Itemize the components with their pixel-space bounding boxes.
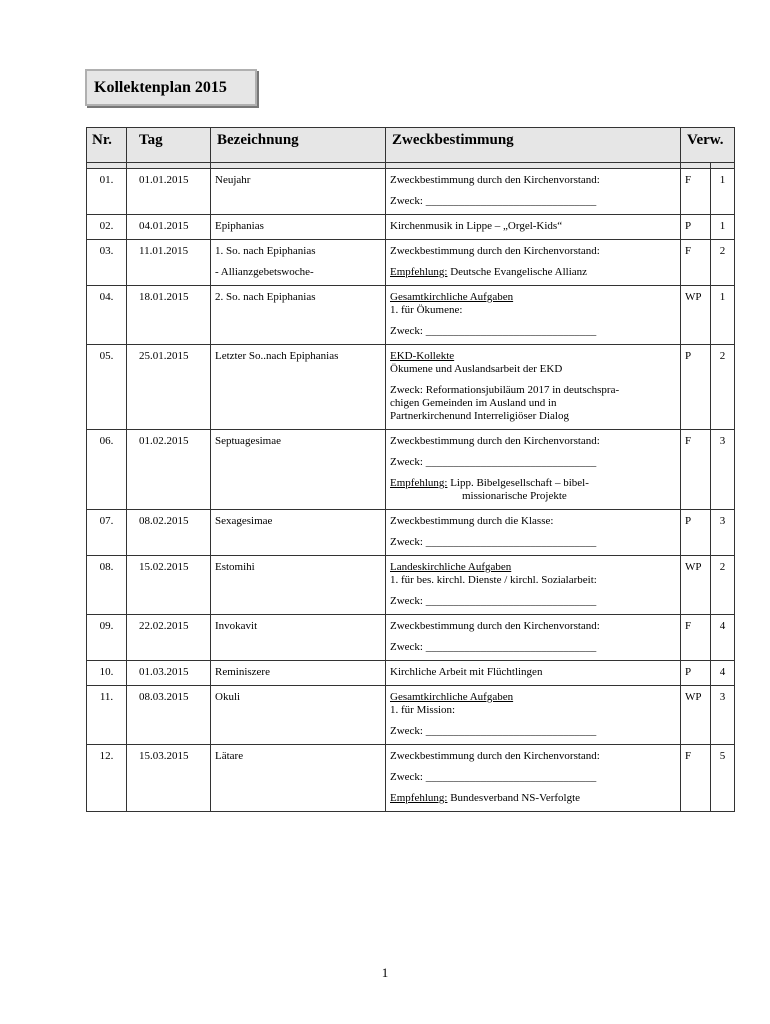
row-number: 06. bbox=[87, 430, 127, 510]
zweck-underlined: Empfehlung: bbox=[390, 792, 448, 804]
row-zweckbestimmung bbox=[386, 240, 681, 286]
zweck-text: Zweckbestimmung durch den Kirchenvorstand: bbox=[390, 435, 600, 447]
row-number: 12. bbox=[87, 745, 127, 812]
row-date: 25.01.2015 bbox=[127, 345, 211, 430]
zweck-text: Ökumene und Auslandsarbeit der EKD bbox=[390, 363, 563, 375]
row-number: 04. bbox=[87, 286, 127, 345]
row-date: 11.01.2015 bbox=[127, 240, 211, 286]
zweck-text: Zweckbestimmung durch den Kirchenvorstand: bbox=[390, 750, 600, 762]
row-verw-number: 4 bbox=[711, 661, 735, 686]
zweck-text: Zweck: _______________________________ bbox=[390, 771, 597, 783]
zweck-line bbox=[390, 515, 676, 528]
row-verw-type: P bbox=[681, 510, 711, 556]
zweck-text: 1. für Ökumene: bbox=[390, 304, 463, 316]
row-zweckbestimmung bbox=[386, 286, 681, 345]
zweck-text: Partnerkirchenund Interreligiöser Dialog bbox=[390, 410, 569, 422]
zweck-line bbox=[390, 174, 676, 187]
header-nr: Nr. bbox=[87, 128, 127, 163]
bezeichnung-line: Epiphanias bbox=[215, 220, 264, 232]
row-verw-number: 3 bbox=[711, 510, 735, 556]
row-verw-number: 1 bbox=[711, 286, 735, 345]
zweck-line bbox=[390, 620, 676, 633]
zweck-line bbox=[390, 456, 676, 469]
table-row bbox=[87, 240, 735, 286]
bezeichnung-line: Okuli bbox=[215, 691, 241, 703]
row-verw-number: 2 bbox=[711, 240, 735, 286]
bezeichnung-line: Reminiszere bbox=[215, 666, 270, 678]
row-bezeichnung bbox=[211, 510, 386, 556]
row-number: 03. bbox=[87, 240, 127, 286]
table-row bbox=[87, 215, 735, 240]
zweck-line bbox=[390, 410, 676, 423]
row-verw-number: 1 bbox=[711, 215, 735, 240]
header-verw: Verw. bbox=[681, 128, 735, 163]
row-number: 08. bbox=[87, 556, 127, 615]
zweck-line bbox=[390, 477, 676, 490]
row-date: 04.01.2015 bbox=[127, 215, 211, 240]
zweck-line bbox=[390, 536, 676, 549]
zweck-line bbox=[390, 750, 676, 763]
zweck-text: Zweckbestimmung durch den Kirchenvorstand: bbox=[390, 620, 600, 632]
zweck-line bbox=[390, 266, 676, 279]
row-verw-type: P bbox=[681, 215, 711, 240]
zweck-line bbox=[390, 641, 676, 654]
row-zweckbestimmung bbox=[386, 661, 681, 686]
row-bezeichnung bbox=[211, 661, 386, 686]
zweck-text: Zweck: _______________________________ bbox=[390, 325, 597, 337]
row-zweckbestimmung bbox=[386, 430, 681, 510]
page-title: Kollektenplan 2015 bbox=[85, 69, 257, 106]
row-verw-number: 3 bbox=[711, 430, 735, 510]
row-number: 09. bbox=[87, 615, 127, 661]
row-bezeichnung bbox=[211, 345, 386, 430]
row-verw-type: WP bbox=[681, 556, 711, 615]
bezeichnung-line: 2. So. nach Epiphanias bbox=[215, 291, 316, 303]
row-verw-number: 5 bbox=[711, 745, 735, 812]
zweck-underlined: Empfehlung: bbox=[390, 266, 448, 278]
zweck-line bbox=[390, 195, 676, 208]
zweck-line bbox=[390, 245, 676, 258]
zweck-text: missionarische Projekte bbox=[462, 490, 567, 502]
zweck-text: Zweck: _______________________________ bbox=[390, 595, 597, 607]
zweck-text: Zweck: _______________________________ bbox=[390, 456, 597, 468]
row-bezeichnung bbox=[211, 615, 386, 661]
row-date: 08.03.2015 bbox=[127, 686, 211, 745]
row-verw-number: 3 bbox=[711, 686, 735, 745]
bezeichnung-line: - Allianzgebetswoche- bbox=[215, 266, 314, 278]
bezeichnung-line: Letzter So..nach Epiphanias bbox=[215, 350, 339, 362]
zweck-line bbox=[390, 291, 676, 304]
zweck-text: 1. für bes. kirchl. Dienste / kirchl. Sozialarbeit: bbox=[390, 574, 597, 586]
row-verw-type: F bbox=[681, 745, 711, 812]
zweck-text: Zweckbestimmung durch die Klasse: bbox=[390, 515, 554, 527]
table-body bbox=[87, 169, 735, 812]
zweck-text: 1. für Mission: bbox=[390, 704, 456, 716]
zweck-text: Deutsche Evangelische Allianz bbox=[447, 266, 588, 278]
zweck-line bbox=[390, 490, 676, 503]
zweck-text: Zweck: _______________________________ bbox=[390, 195, 597, 207]
row-verw-type: P bbox=[681, 661, 711, 686]
table-row bbox=[87, 661, 735, 686]
page-number: 1 bbox=[381, 965, 389, 980]
row-bezeichnung bbox=[211, 169, 386, 215]
row-verw-type: F bbox=[681, 430, 711, 510]
kollekten-table bbox=[86, 127, 735, 812]
bezeichnung-line: Sexagesimae bbox=[215, 515, 273, 527]
row-number: 02. bbox=[87, 215, 127, 240]
zweck-underlined: Empfehlung: bbox=[390, 477, 448, 489]
row-bezeichnung bbox=[211, 240, 386, 286]
zweck-line bbox=[390, 363, 676, 376]
row-date: 01.01.2015 bbox=[127, 169, 211, 215]
table-row bbox=[87, 510, 735, 556]
row-date: 08.02.2015 bbox=[127, 510, 211, 556]
row-zweckbestimmung bbox=[386, 215, 681, 240]
row-verw-number: 2 bbox=[711, 345, 735, 430]
row-verw-number: 2 bbox=[711, 556, 735, 615]
zweck-line bbox=[390, 771, 676, 784]
row-date: 01.02.2015 bbox=[127, 430, 211, 510]
row-verw-type: P bbox=[681, 345, 711, 430]
row-verw-type: WP bbox=[681, 686, 711, 745]
row-verw-number: 1 bbox=[711, 169, 735, 215]
zweck-text: Zweck: Reformationsjubiläum 2017 in deutschspra- bbox=[390, 384, 620, 396]
zweck-line bbox=[390, 725, 676, 738]
zweck-line bbox=[390, 304, 676, 317]
table-row bbox=[87, 615, 735, 661]
row-number: 10. bbox=[87, 661, 127, 686]
row-number: 11. bbox=[87, 686, 127, 745]
zweck-text: Kirchenmusik in Lippe – „Orgel-Kids“ bbox=[390, 220, 563, 232]
row-number: 01. bbox=[87, 169, 127, 215]
zweck-line bbox=[390, 397, 676, 410]
table-row bbox=[87, 286, 735, 345]
row-zweckbestimmung bbox=[386, 169, 681, 215]
zweck-line bbox=[390, 595, 676, 608]
table-row bbox=[87, 430, 735, 510]
table-row bbox=[87, 556, 735, 615]
table-row bbox=[87, 686, 735, 745]
zweck-line bbox=[390, 704, 676, 717]
row-zweckbestimmung bbox=[386, 556, 681, 615]
row-verw-type: F bbox=[681, 615, 711, 661]
header-tag: Tag bbox=[127, 128, 211, 163]
header-zweckbestimmung: Zweckbestimmung bbox=[386, 128, 681, 163]
row-number: 07. bbox=[87, 510, 127, 556]
zweck-text: Zweck: _______________________________ bbox=[390, 641, 597, 653]
row-zweckbestimmung bbox=[386, 345, 681, 430]
row-date: 15.02.2015 bbox=[127, 556, 211, 615]
zweck-line bbox=[390, 574, 676, 587]
zweck-line bbox=[390, 792, 676, 805]
zweck-text: chigen Gemeinden im Ausland und in bbox=[390, 397, 557, 409]
zweck-line bbox=[390, 325, 676, 338]
zweck-underlined: Gesamtkirchliche Aufgaben bbox=[390, 291, 514, 303]
row-bezeichnung bbox=[211, 556, 386, 615]
bezeichnung-line: 1. So. nach Epiphanias bbox=[215, 245, 316, 257]
zweck-text: Zweck: _______________________________ bbox=[390, 725, 597, 737]
row-verw-type: WP bbox=[681, 286, 711, 345]
row-number: 05. bbox=[87, 345, 127, 430]
row-zweckbestimmung bbox=[386, 745, 681, 812]
row-verw-type: F bbox=[681, 169, 711, 215]
zweck-text: Bundesverband NS-Verfolgte bbox=[447, 792, 581, 804]
zweck-text: Zweckbestimmung durch den Kirchenvorstand: bbox=[390, 245, 600, 257]
zweck-line bbox=[390, 350, 676, 363]
zweck-line bbox=[390, 666, 676, 679]
row-bezeichnung bbox=[211, 745, 386, 812]
row-date: 18.01.2015 bbox=[127, 286, 211, 345]
row-verw-type: F bbox=[681, 240, 711, 286]
zweck-line bbox=[390, 384, 676, 397]
row-date: 01.03.2015 bbox=[127, 661, 211, 686]
row-date: 15.03.2015 bbox=[127, 745, 211, 812]
zweck-text: Lipp. Bibelgesellschaft – bibel- bbox=[447, 477, 589, 489]
header-bezeichnung: Bezeichnung bbox=[211, 128, 386, 163]
zweck-line bbox=[390, 435, 676, 448]
zweck-line bbox=[390, 220, 676, 233]
zweck-text: Zweckbestimmung durch den Kirchenvorstand: bbox=[390, 174, 600, 186]
row-bezeichnung bbox=[211, 430, 386, 510]
zweck-text: Zweck: _______________________________ bbox=[390, 536, 597, 548]
table-row bbox=[87, 745, 735, 812]
zweck-underlined: Landeskirchliche Aufgaben bbox=[390, 561, 512, 573]
bezeichnung-line: Invokavit bbox=[215, 620, 258, 632]
row-date: 22.02.2015 bbox=[127, 615, 211, 661]
bezeichnung-line: Lätare bbox=[215, 750, 244, 762]
bezeichnung-line: Septuagesimae bbox=[215, 435, 281, 447]
row-verw-number: 4 bbox=[711, 615, 735, 661]
row-bezeichnung bbox=[211, 215, 386, 240]
zweck-text: Kirchliche Arbeit mit Flüchtlingen bbox=[390, 666, 543, 678]
bezeichnung-line: Estomihi bbox=[215, 561, 255, 573]
table-row bbox=[87, 169, 735, 215]
bezeichnung-line: Neujahr bbox=[215, 174, 251, 186]
zweck-line bbox=[390, 561, 676, 574]
zweck-line bbox=[390, 691, 676, 704]
table-header-row bbox=[87, 128, 735, 163]
table-row bbox=[87, 345, 735, 430]
zweck-underlined: Gesamtkirchliche Aufgaben bbox=[390, 691, 514, 703]
row-bezeichnung bbox=[211, 686, 386, 745]
row-zweckbestimmung bbox=[386, 510, 681, 556]
zweck-underlined: EKD-Kollekte bbox=[390, 350, 455, 362]
row-bezeichnung bbox=[211, 286, 386, 345]
row-zweckbestimmung bbox=[386, 686, 681, 745]
row-zweckbestimmung bbox=[386, 615, 681, 661]
